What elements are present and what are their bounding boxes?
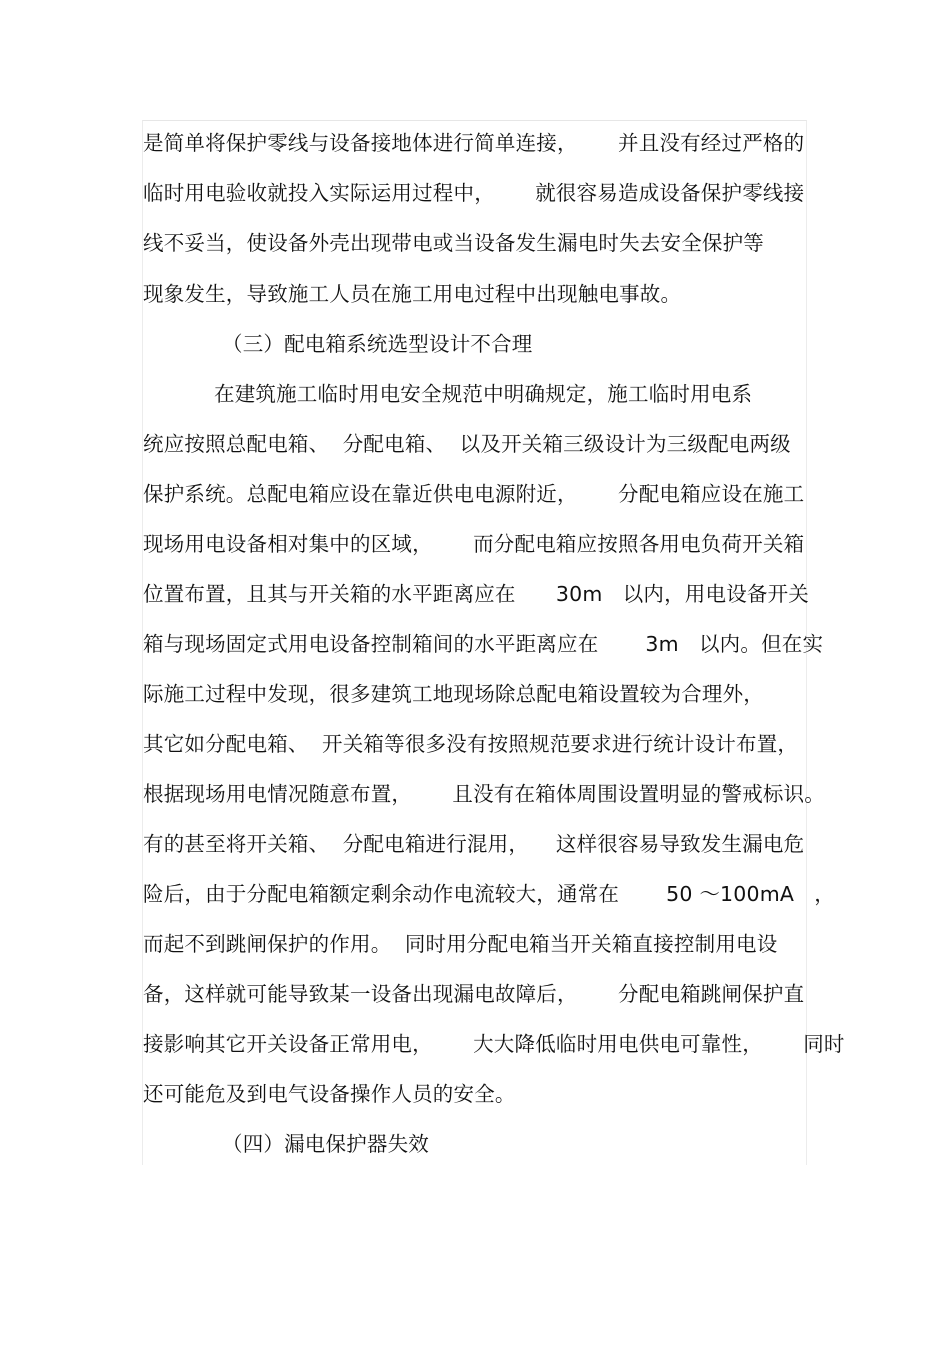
body-text-line: 箱与现场固定式用电设备控制箱间的水平距离应在 3m 以内。但在实	[143, 632, 824, 656]
body-text-line: 是简单将保护零线与设备接地体进行简单连接， 并且没有经过严格的	[143, 131, 805, 155]
body-text-line: 备，这样就可能导致某一设备出现漏电故障后， 分配电箱跳闸保护直	[143, 982, 805, 1006]
body-text-line: 统应按照总配电箱、 分配电箱、 以及开关箱三级设计为三级配电两级	[143, 432, 791, 456]
body-text-line: 其它如分配电箱、 开关箱等很多没有按照规范要求进行统计设计布置，	[143, 732, 799, 756]
body-text-line: 而起不到跳闸保护的作用。 同时用分配电箱当开关箱直接控制用电设	[143, 932, 778, 956]
section-heading-3: （三）配电箱系统选型设计不合理	[222, 332, 533, 356]
body-text-line: 接影响其它开关设备正常用电， 大大降低临时用电供电可靠性， 同时	[143, 1032, 845, 1056]
body-text-line: 险后，由于分配电箱额定剩余动作电流较大，通常在 50 ～100mA ，	[143, 882, 835, 906]
body-text-line: 线不妥当，使设备外壳出现带电或当设备发生漏电时失去安全保护等	[143, 231, 764, 255]
body-text-line: 有的甚至将开关箱、 分配电箱进行混用， 这样很容易导致发生漏电危	[143, 832, 805, 856]
body-text-line: 还可能危及到电气设备操作人员的安全。	[143, 1082, 516, 1106]
body-text-line: 际施工过程中发现，很多建筑工地现场除总配电箱设置较为合理外，	[143, 682, 764, 706]
body-text-line: 位置布置，且其与开关箱的水平距离应在 30m 以内，用电设备开关	[143, 582, 810, 606]
body-text-line: 保护系统。总配电箱应设在靠近供电电源附近， 分配电箱应设在施工	[143, 482, 805, 506]
body-text-line: 现场用电设备相对集中的区域， 而分配电箱应按照各用电负荷开关箱	[143, 532, 805, 556]
document-page	[142, 120, 845, 1165]
body-text-line: 根据现场用电情况随意布置， 且没有在箱体周围设置明显的警戒标识。	[143, 782, 825, 806]
body-text-line: 现象发生，导致施工人员在施工用电过程中出现触电事故。	[143, 282, 682, 306]
body-text-line: 临时用电验收就投入实际运用过程中， 就很容易造成设备保护零线接	[143, 181, 805, 205]
section-heading-4: （四）漏电保护器失效	[222, 1132, 429, 1156]
paragraph-first-line: 在建筑施工临时用电安全规范中明确规定，施工临时用电系	[214, 382, 753, 406]
